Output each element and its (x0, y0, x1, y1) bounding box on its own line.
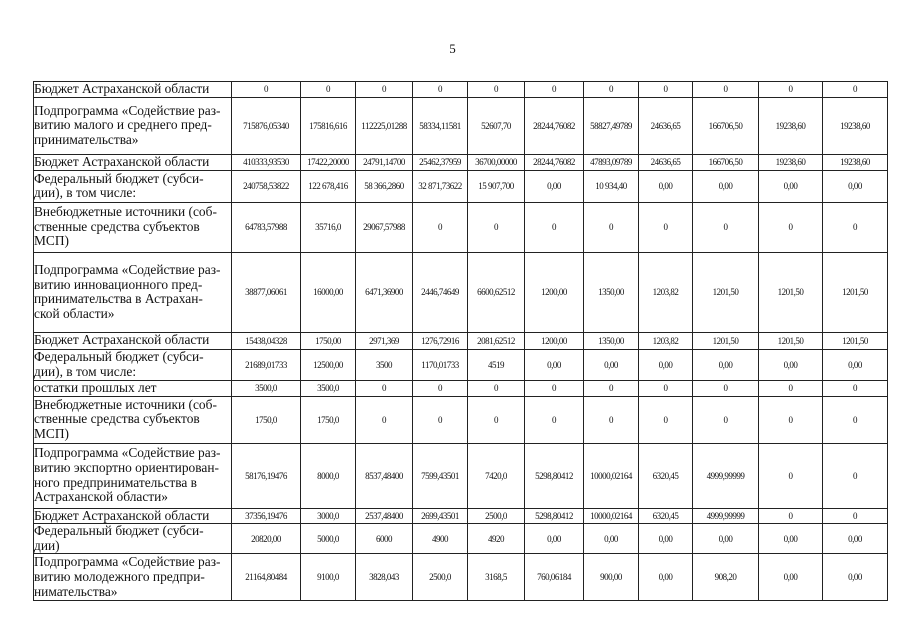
table-row (34, 82, 888, 98)
value-cell: 0 (823, 380, 888, 396)
table-row (34, 396, 888, 443)
value-cell: 0,00 (639, 349, 693, 380)
value-cell: 715876,05340 (232, 97, 301, 154)
value-cell: 0 (759, 82, 823, 98)
value-cell: 0 (823, 202, 888, 252)
value-cell: 3500 (356, 349, 413, 380)
value-cell: 0 (759, 202, 823, 252)
value-cell: 0,00 (759, 554, 823, 601)
value-cell: 0,00 (759, 170, 823, 202)
value-cell: 6320,45 (639, 508, 693, 524)
value-cell: 1201,50 (823, 252, 888, 332)
value-cell: 166706,50 (693, 97, 759, 154)
value-cell: 0 (823, 82, 888, 98)
value-cell: 0 (468, 82, 525, 98)
value-cell: 0 (525, 380, 584, 396)
value-cell: 20820,00 (232, 524, 301, 554)
value-cell: 0 (584, 202, 639, 252)
value-cell: 24636,65 (639, 97, 693, 154)
value-cell: 0 (301, 82, 356, 98)
value-cell: 166706,50 (693, 154, 759, 170)
value-cell: 19238,60 (823, 97, 888, 154)
value-cell: 0,00 (693, 170, 759, 202)
value-cell: 0,00 (525, 170, 584, 202)
value-cell: 2500,0 (468, 508, 525, 524)
value-cell: 0,00 (823, 524, 888, 554)
value-cell: 0,00 (823, 554, 888, 601)
value-cell: 10 934,40 (584, 170, 639, 202)
value-cell: 37356,19476 (232, 508, 301, 524)
value-cell: 17422,20000 (301, 154, 356, 170)
value-cell: 6320,45 (639, 443, 693, 508)
value-cell: 2971,369 (356, 332, 413, 349)
value-cell: 24636,65 (639, 154, 693, 170)
value-cell: 5298,80412 (525, 443, 584, 508)
value-cell: 0 (759, 508, 823, 524)
value-cell: 24791,14700 (356, 154, 413, 170)
row-label: Внебюджетные источники (соб- ственные средства субъектов МСП) (34, 396, 232, 443)
value-cell: 0 (639, 82, 693, 98)
row-label: Федеральный бюджет (субси- дии), в том числе: (34, 349, 232, 380)
table-row (34, 332, 888, 349)
value-cell: 32 871,73622 (413, 170, 468, 202)
value-cell: 900,00 (584, 554, 639, 601)
value-cell: 15 907,700 (468, 170, 525, 202)
value-cell: 0,00 (823, 170, 888, 202)
value-cell: 7599,43501 (413, 443, 468, 508)
value-cell: 1170,01733 (413, 349, 468, 380)
value-cell: 7420,0 (468, 443, 525, 508)
value-cell: 1750,0 (301, 396, 356, 443)
value-cell: 410333,93530 (232, 154, 301, 170)
row-label: Бюджет Астраханской области (34, 82, 232, 98)
value-cell: 0 (823, 443, 888, 508)
value-cell: 0 (693, 82, 759, 98)
value-cell: 0,00 (759, 349, 823, 380)
row-label: остатки прошлых лет (34, 380, 232, 396)
value-cell: 0 (584, 396, 639, 443)
value-cell: 25462,37959 (413, 154, 468, 170)
value-cell: 0 (413, 380, 468, 396)
row-label: Подпрограмма «Содействие раз- витию молодежного предпри- нимательства» (34, 554, 232, 601)
value-cell: 36700,00000 (468, 154, 525, 170)
table-row (34, 443, 888, 508)
value-cell: 15438,04328 (232, 332, 301, 349)
value-cell: 4519 (468, 349, 525, 380)
value-cell: 112225,01288 (356, 97, 413, 154)
value-cell: 760,06184 (525, 554, 584, 601)
value-cell: 1201,50 (823, 332, 888, 349)
row-label: Бюджет Астраханской области (34, 154, 232, 170)
value-cell: 0 (823, 508, 888, 524)
value-cell: 0 (356, 82, 413, 98)
value-cell: 0 (413, 396, 468, 443)
value-cell: 908,20 (693, 554, 759, 601)
table-row (34, 524, 888, 554)
value-cell: 6000 (356, 524, 413, 554)
value-cell: 0 (356, 396, 413, 443)
value-cell: 0,00 (759, 524, 823, 554)
table-row (34, 554, 888, 601)
value-cell: 3500,0 (301, 380, 356, 396)
value-cell: 122 678,416 (301, 170, 356, 202)
value-cell: 58827,49789 (584, 97, 639, 154)
value-cell: 8537,48400 (356, 443, 413, 508)
budget-table (33, 81, 888, 601)
value-cell: 1200,00 (525, 332, 584, 349)
value-cell: 0 (693, 202, 759, 252)
value-cell: 4900 (413, 524, 468, 554)
table-row (34, 380, 888, 396)
value-cell: 0,00 (584, 349, 639, 380)
value-cell: 28244,76082 (525, 97, 584, 154)
value-cell: 0 (468, 380, 525, 396)
value-cell: 58176,19476 (232, 443, 301, 508)
row-label: Бюджет Астраханской области (34, 508, 232, 524)
table-row (34, 97, 888, 154)
value-cell: 1750,00 (301, 332, 356, 349)
value-cell: 0 (413, 82, 468, 98)
value-cell: 1203,82 (639, 252, 693, 332)
value-cell: 0 (413, 202, 468, 252)
value-cell: 0 (639, 380, 693, 396)
value-cell: 0 (356, 380, 413, 396)
value-cell: 10000,02164 (584, 508, 639, 524)
value-cell: 4999,99999 (693, 443, 759, 508)
value-cell: 0 (639, 396, 693, 443)
value-cell: 175816,616 (301, 97, 356, 154)
value-cell: 29067,57988 (356, 202, 413, 252)
value-cell: 19238,60 (759, 97, 823, 154)
value-cell: 240758,53822 (232, 170, 301, 202)
value-cell: 21689,01733 (232, 349, 301, 380)
row-label: Федеральный бюджет (субси- дии) (34, 524, 232, 554)
value-cell: 0 (639, 202, 693, 252)
value-cell: 2081,62512 (468, 332, 525, 349)
value-cell: 1276,72916 (413, 332, 468, 349)
table-row (34, 252, 888, 332)
value-cell: 1203,82 (639, 332, 693, 349)
value-cell: 2537,48400 (356, 508, 413, 524)
value-cell: 1350,00 (584, 332, 639, 349)
value-cell: 10000,02164 (584, 443, 639, 508)
value-cell: 0 (232, 82, 301, 98)
page-number: 5 (449, 41, 456, 56)
table-row (34, 202, 888, 252)
value-cell: 0 (584, 82, 639, 98)
value-cell: 47893,09789 (584, 154, 639, 170)
value-cell: 12500,00 (301, 349, 356, 380)
value-cell: 0,00 (693, 524, 759, 554)
value-cell: 1350,00 (584, 252, 639, 332)
value-cell: 0,00 (584, 524, 639, 554)
value-cell: 0,00 (639, 170, 693, 202)
value-cell: 0 (823, 396, 888, 443)
value-cell: 52607,70 (468, 97, 525, 154)
table-row (34, 349, 888, 380)
table-row (34, 170, 888, 202)
value-cell: 4920 (468, 524, 525, 554)
value-cell: 6600,62512 (468, 252, 525, 332)
value-cell: 0,00 (639, 524, 693, 554)
value-cell: 0,00 (525, 349, 584, 380)
value-cell: 1200,00 (525, 252, 584, 332)
value-cell: 0 (468, 202, 525, 252)
row-label: Внебюджетные источники (соб- ственные средства субъектов МСП) (34, 202, 232, 252)
value-cell: 38877,06061 (232, 252, 301, 332)
value-cell: 0 (525, 82, 584, 98)
value-cell: 19238,60 (759, 154, 823, 170)
value-cell: 0 (693, 380, 759, 396)
value-cell: 28244,76082 (525, 154, 584, 170)
value-cell: 8000,0 (301, 443, 356, 508)
value-cell: 0 (759, 443, 823, 508)
value-cell: 3500,0 (232, 380, 301, 396)
value-cell: 0,00 (693, 349, 759, 380)
value-cell: 5298,80412 (525, 508, 584, 524)
value-cell: 2699,43501 (413, 508, 468, 524)
value-cell: 0 (759, 380, 823, 396)
value-cell: 58334,11581 (413, 97, 468, 154)
value-cell: 0,00 (823, 349, 888, 380)
value-cell: 6471,36900 (356, 252, 413, 332)
value-cell: 0 (584, 380, 639, 396)
value-cell: 0 (759, 396, 823, 443)
value-cell: 1201,50 (759, 252, 823, 332)
value-cell: 0,00 (525, 524, 584, 554)
row-label: Бюджет Астраханской области (34, 332, 232, 349)
table-row (34, 508, 888, 524)
value-cell: 0 (525, 202, 584, 252)
row-label: Федеральный бюджет (субси- дии), в том числе: (34, 170, 232, 202)
value-cell: 35716,0 (301, 202, 356, 252)
value-cell: 64783,57988 (232, 202, 301, 252)
value-cell: 5000,0 (301, 524, 356, 554)
row-label: Подпрограмма «Содействие раз- витию экспортно ориентирован- ного предпринимательства в Астраханской области» (34, 443, 232, 508)
value-cell: 1750,0 (232, 396, 301, 443)
value-cell: 1201,50 (693, 252, 759, 332)
value-cell: 9100,0 (301, 554, 356, 601)
value-cell: 1201,50 (759, 332, 823, 349)
value-cell: 0 (525, 396, 584, 443)
row-label: Подпрограмма «Содействие раз- витию малого и среднего пред- принимательства» (34, 97, 232, 154)
value-cell: 2446,74649 (413, 252, 468, 332)
value-cell: 19238,60 (823, 154, 888, 170)
value-cell: 3168,5 (468, 554, 525, 601)
value-cell: 3000,0 (301, 508, 356, 524)
value-cell: 16000,00 (301, 252, 356, 332)
table-row (34, 154, 888, 170)
value-cell: 4999,99999 (693, 508, 759, 524)
value-cell: 1201,50 (693, 332, 759, 349)
value-cell: 0,00 (639, 554, 693, 601)
value-cell: 2500,0 (413, 554, 468, 601)
value-cell: 0 (693, 396, 759, 443)
value-cell: 58 366,2860 (356, 170, 413, 202)
value-cell: 0 (468, 396, 525, 443)
value-cell: 21164,80484 (232, 554, 301, 601)
row-label: Подпрограмма «Содействие раз- витию инновационного пред- принимательства в Астрахан- ской области» (34, 252, 232, 332)
value-cell: 3828,043 (356, 554, 413, 601)
